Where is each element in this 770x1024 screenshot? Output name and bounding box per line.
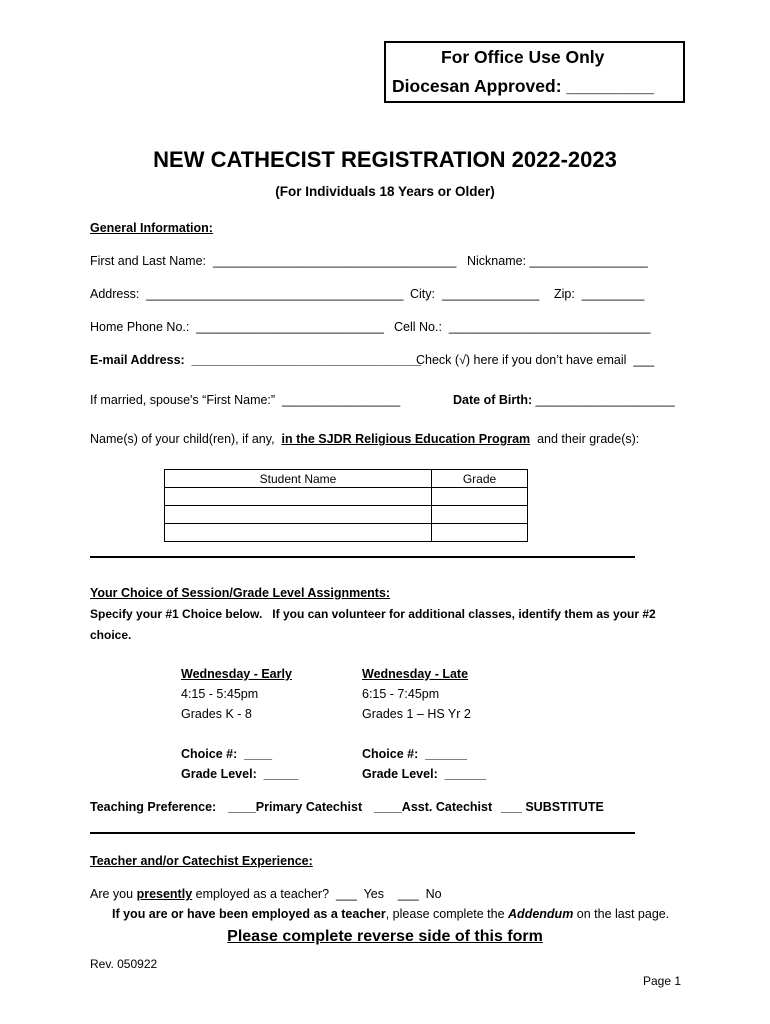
date-of-birth-blank: ____________________: [532, 393, 675, 407]
addendum-note: [112, 907, 669, 921]
student-name-header: Student Name: [165, 470, 432, 488]
children-text-post: and their grade(s):: [530, 432, 640, 446]
grade-cell[interactable]: [432, 524, 528, 542]
home-phone-field[interactable]: Home Phone No.: ___________________________: [90, 320, 385, 334]
early-choice-field[interactable]: Choice #: ____: [181, 747, 273, 761]
late-session-grades: Grades 1 – HS Yr 2: [362, 707, 471, 721]
grade-cell[interactable]: [432, 506, 528, 524]
presently-text: presently: [136, 887, 193, 901]
question-text-pre: Are you: [90, 887, 137, 901]
page-number: Page 1: [643, 974, 682, 988]
table-row: [165, 524, 528, 542]
spouse-name-field[interactable]: If married, spouse's “First Name:” _________________: [90, 393, 401, 407]
date-of-birth-field[interactable]: [453, 393, 675, 407]
address-field[interactable]: Address: _____________________________________: [90, 287, 404, 301]
table-row: [165, 488, 528, 506]
children-line: [90, 432, 639, 446]
diocesan-approved-field: Diocesan Approved: _________: [392, 76, 654, 96]
students-table: [164, 469, 528, 542]
session-instruction-line1: Specify your #1 Choice below. If you can volunteer for additional classes, identify them as your #2: [90, 607, 656, 621]
early-grade-level-field[interactable]: Grade Level: _____: [181, 767, 299, 781]
student-name-cell[interactable]: [165, 506, 432, 524]
note-mid-text: , please complete the: [385, 907, 509, 921]
late-choice-field[interactable]: Choice #: ______: [362, 747, 467, 761]
late-session-title: Wednesday - Late: [362, 667, 469, 681]
student-name-cell[interactable]: [165, 524, 432, 542]
city-field[interactable]: City: ______________: [410, 287, 540, 301]
student-name-cell[interactable]: [165, 488, 432, 506]
early-session-grades: Grades K - 8: [181, 707, 252, 721]
teaching-preference-label: Teaching Preference:: [90, 800, 217, 814]
early-session-title: Wednesday - Early: [181, 667, 292, 681]
email-field[interactable]: E-mail Address: _________________________________: [90, 353, 422, 367]
no-email-checkbox[interactable]: Check (√) here if you don’t have email ___: [416, 353, 655, 367]
note-end-text: on the last page.: [573, 907, 670, 921]
primary-catechist-option[interactable]: ____Primary Catechist: [228, 800, 363, 814]
assistant-catechist-option[interactable]: ____Asst. Catechist: [374, 800, 493, 814]
zip-field[interactable]: Zip: _________: [554, 287, 645, 301]
name-field[interactable]: First and Last Name: ___________________________________: [90, 254, 457, 268]
early-session-time: 4:15 - 5:45pm: [181, 687, 259, 701]
table-header-row: [165, 470, 528, 488]
revision-label: Rev. 050922: [90, 957, 158, 971]
cell-phone-field[interactable]: Cell No.: _____________________________: [394, 320, 651, 334]
late-session-time: 6:15 - 7:45pm: [362, 687, 440, 701]
session-heading: Your Choice of Session/Grade Level Assignments:: [90, 586, 391, 600]
reverse-side-note: Please complete reverse side of this form: [227, 928, 543, 945]
children-text-pre: Name(s) of your child(ren), if any,: [90, 432, 282, 446]
page-title: NEW CATHECIST REGISTRATION 2022-2023: [153, 147, 617, 172]
experience-heading: Teacher and/or Catechist Experience:: [90, 854, 313, 868]
section-divider: [90, 556, 635, 558]
substitute-option[interactable]: ___ SUBSTITUTE: [501, 800, 604, 814]
page-subtitle: (For Individuals 18 Years or Older): [275, 184, 495, 199]
note-bold-text: If you are or have been employed as a teacher: [112, 907, 386, 921]
question-text-post: employed as a teacher? ___ Yes ___ No: [192, 887, 442, 901]
sjdr-program-text: in the SJDR Religious Education Program: [281, 432, 531, 446]
addendum-text: Addendum: [508, 907, 574, 921]
late-grade-level-field[interactable]: Grade Level: ______: [362, 767, 487, 781]
employed-teacher-question[interactable]: [90, 887, 442, 901]
section-divider: [90, 832, 635, 834]
general-info-heading: General Information:: [90, 221, 213, 235]
grade-header: Grade: [432, 470, 528, 488]
session-instruction-line2: choice.: [90, 628, 132, 642]
office-use-heading: For Office Use Only: [441, 47, 605, 67]
table-row: [165, 506, 528, 524]
date-of-birth-label: Date of Birth:: [453, 393, 533, 407]
grade-cell[interactable]: [432, 488, 528, 506]
nickname-field[interactable]: Nickname: _________________: [467, 254, 648, 268]
